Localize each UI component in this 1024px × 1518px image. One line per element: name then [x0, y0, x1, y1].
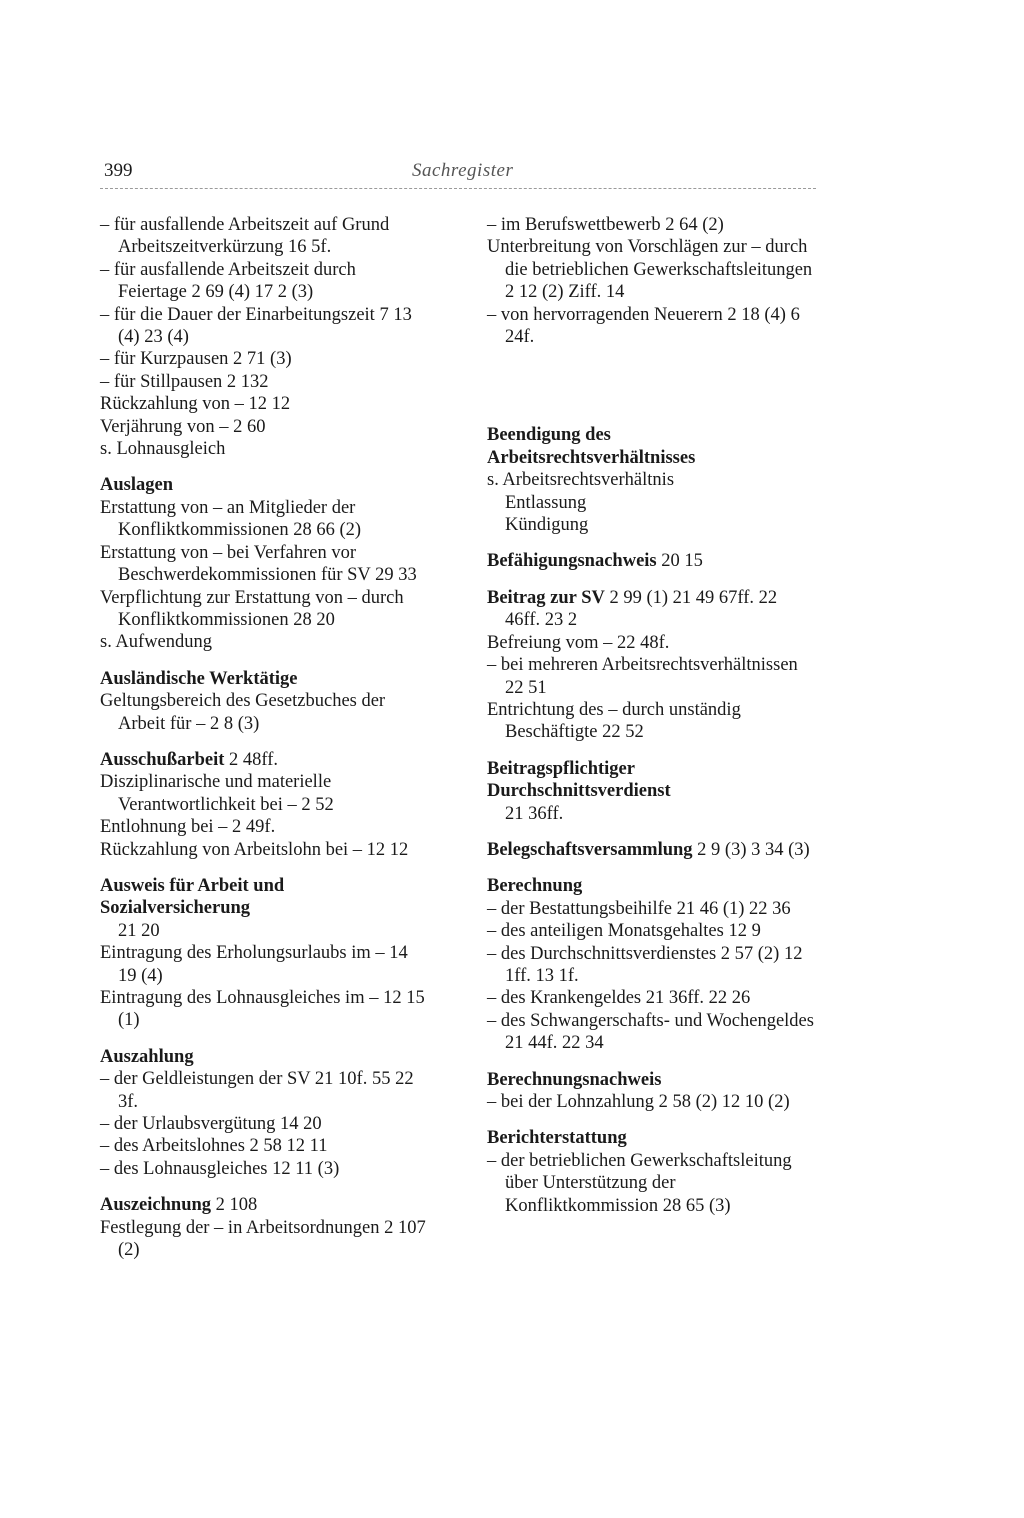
entry-auslagen: [100, 474, 428, 653]
entry-continued: [100, 214, 428, 460]
index-line: – für ausfallende Arbeitszeit auf Grund Arbeitszeitverkürzung 16 5f.: [100, 215, 390, 258]
entry-berichterstattung: [487, 1127, 815, 1217]
index-line: – bei mehreren Arbeitsrechtsverhältnissen 22 51: [487, 655, 798, 698]
entry-belegschaftsversammlung: [487, 839, 815, 861]
index-line: Entrichtung des – durch unständig Beschäftigte 22 52: [487, 699, 741, 743]
index-line: Festlegung der – in Arbeitsordnungen 2 107 (2): [100, 1217, 426, 1261]
spacer: [487, 362, 815, 424]
entry-ausweis: [100, 875, 428, 1032]
entry-heading: Auszahlung: [100, 1046, 194, 1067]
index-line: Unterbreitung von Vorschlägen zur – durch die betrieblichen Gewerkschaftsleitungen 2 12 (2) Ziff. 14: [487, 237, 813, 303]
index-line: Rückzahlung von Arbeitslohn bei – 12 12: [100, 839, 409, 860]
entry-heading: Auszeichnung: [100, 1195, 212, 1216]
entry-heading-row: [487, 587, 815, 632]
entry-heading: Beitrag zur SV: [487, 587, 605, 608]
index-line: – des Durchschnittsverdienstes 2 57 (2) 12 1ff. 13 1f.: [487, 943, 803, 986]
entry-heading: Auslagen: [100, 475, 173, 496]
running-title: Sachregister: [412, 160, 514, 181]
index-line: – der Urlaubsvergütung 14 20: [100, 1114, 322, 1135]
index-line: Kündigung: [505, 515, 589, 536]
index-line: – der betrieblichen Gewerkschaftsleitung über Unterstützung der Konfliktkommission 28 65 (3): [487, 1150, 792, 1216]
left-column: [100, 214, 428, 1275]
index-line: Geltungsbereich des Gesetzbuches der Arbeit für – 2 8 (3): [100, 691, 386, 734]
entry-continued: [487, 214, 815, 348]
index-line: – des Lohnausgleiches 12 11 (3): [100, 1158, 340, 1179]
entry-heading: Beitragspflichtiger Durchschnittsverdienst: [487, 758, 671, 802]
heading-reference: 2 48ff.: [229, 749, 279, 770]
entry-auszeichnung: [100, 1194, 428, 1261]
header-rule: [100, 188, 816, 189]
index-line: s. Aufwendung: [100, 632, 213, 653]
index-line: – des anteiligen Monatsgehaltes 12 9: [487, 921, 761, 942]
index-line: – für ausfallende Arbeitszeit durch Feiertage 2 69 (4) 17 2 (3): [100, 259, 356, 303]
entry-heading: Ausschußarbeit: [100, 749, 225, 770]
entry-heading: Belegschaftsversammlung: [487, 839, 693, 860]
index-line: – im Berufswettbewerb 2 64 (2): [487, 215, 724, 235]
index-line: – des Krankengeldes 21 36ff. 22 26: [487, 988, 751, 1009]
index-line: Verpflichtung zur Erstattung von – durch Konfliktkommissionen 28 20: [100, 587, 404, 630]
entry-beendigung: [487, 424, 815, 536]
entry-heading: Beendigung des Arbeitsrechtsverhältnisses: [487, 425, 696, 468]
index-line: – für Kurzpausen 2 71 (3): [100, 349, 292, 370]
heading-reference: 2 99 (1) 21 49 67ff. 22 46ff. 23 2: [505, 587, 778, 631]
entry-beitragspflichtiger-durchschnittsverdienst: [487, 758, 815, 825]
index-line: Eintragung des Erholungsurlaubs im – 14 19 (4): [100, 943, 408, 986]
page-number: 399: [104, 160, 133, 181]
index-line: s. Arbeitsrechtsverhältnis: [487, 470, 675, 491]
entry-heading-row: [100, 1194, 428, 1216]
heading-reference: 20 15: [661, 551, 703, 572]
entry-heading: Ausweis für Arbeit und Sozialversicherung: [100, 875, 285, 919]
index-line: Rückzahlung von – 12 12: [100, 394, 291, 415]
entry-heading: Befähigungsnachweis: [487, 551, 657, 572]
entry-ausschussarbeit: [100, 749, 428, 861]
entry-berechnungsnachweis: [487, 1069, 815, 1114]
index-line: – für Stillpausen 2 132: [100, 371, 269, 392]
index-line: Disziplinarische und materielle Verantwortlichkeit bei – 2 52: [100, 772, 334, 815]
index-line: – von hervorragenden Neuerern 2 18 (4) 6 24f.: [487, 304, 800, 348]
index-line: Eintragung des Lohnausgleiches im – 12 15 (1): [100, 988, 425, 1031]
heading-reference: 2 108: [215, 1195, 258, 1216]
index-line: Entlohnung bei – 2 49f.: [100, 817, 276, 838]
entry-heading-row: [100, 749, 428, 771]
heading-reference: 21 20: [118, 920, 160, 941]
entry-heading: Berichterstattung: [487, 1128, 627, 1149]
index-line: – der Geldleistungen der SV 21 10f. 55 22 3f.: [100, 1069, 414, 1112]
entry-heading: Berechnungsnachweis: [487, 1069, 662, 1090]
entry-auszahlung: [100, 1046, 428, 1180]
index-line: Erstattung von – bei Verfahren vor Beschwerdekommissionen für SV 29 33: [100, 542, 417, 586]
index-line: – des Arbeitslohnes 2 58 12 11: [100, 1136, 328, 1157]
index-line: Entlassung: [505, 492, 587, 513]
index-line: – der Bestattungsbeihilfe 21 46 (1) 22 36: [487, 898, 791, 919]
entry-heading: Ausländische Werktätige: [100, 668, 298, 689]
entry-beitrag-zur-sv: [487, 587, 815, 744]
entry-heading: Berechnung: [487, 876, 583, 897]
index-line: Verjährung von – 2 60: [100, 416, 266, 437]
heading-reference: 21 36ff.: [505, 803, 564, 824]
index-line: Erstattung von – an Mitglieder der Konfliktkommissionen 28 66 (2): [100, 497, 362, 541]
index-line: – bei der Lohnzahlung 2 58 (2) 12 10 (2): [487, 1092, 790, 1112]
heading-reference: 2 9 (3) 3 34 (3): [697, 839, 810, 860]
entry-befaehigungsnachweis: [487, 550, 815, 572]
index-line: – für die Dauer der Einarbeitungszeit 7 13 (4) 23 (4): [100, 304, 412, 348]
index-line: – des Schwangerschafts- und Wochengeldes 21 44f. 22 34: [487, 1010, 814, 1054]
entry-berechnung: [487, 875, 815, 1054]
entry-auslaendische-werktaetige: [100, 668, 428, 735]
index-line: Befreiung vom – 22 48f.: [487, 632, 670, 653]
entry-heading-row: [487, 839, 815, 861]
index-line: s. Lohnausgleich: [100, 439, 226, 460]
right-column: [487, 214, 815, 1231]
